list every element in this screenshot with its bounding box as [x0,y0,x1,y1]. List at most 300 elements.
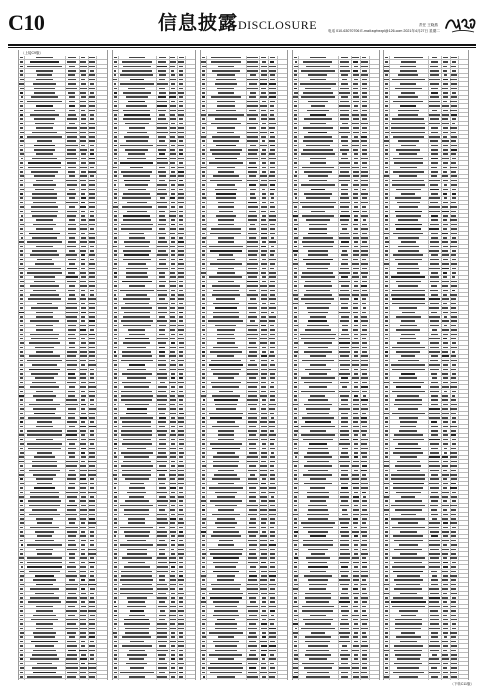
date-text: 2021年4月27日 星期二 [403,29,440,33]
text-mark [169,672,176,674]
text-mark [269,158,276,160]
text-mark [124,514,149,516]
text-mark [158,448,166,450]
text-mark [218,439,235,441]
text-mark [202,66,206,68]
text-mark [219,391,233,393]
table-cell [268,451,278,454]
table-cell [246,434,261,437]
table-cell [65,96,80,99]
text-mark [20,66,23,68]
text-mark [90,118,94,120]
table-cell [65,504,80,507]
text-mark [20,672,23,674]
page-number: C10 [8,10,45,35]
text-mark [157,676,167,678]
table-cell [156,311,170,314]
table-cell [268,96,278,99]
table-cell [246,333,261,336]
table-cell [268,324,278,327]
table-cell [268,328,278,331]
text-mark [217,329,235,331]
table-cell [206,513,247,516]
text-mark [159,211,165,213]
text-mark [261,263,267,265]
table-cell [177,609,186,612]
text-mark [114,645,117,647]
table-cell [65,552,80,555]
table-cell [246,319,261,322]
text-mark [20,197,23,199]
text-mark [81,540,86,542]
table-cell [118,653,157,656]
text-mark [171,74,175,76]
table-cell [206,258,247,261]
table-cell [24,100,65,103]
table-cell [88,513,98,516]
table-cell [246,315,261,318]
table-cell [24,495,65,498]
text-mark [36,329,53,331]
table-cell [118,201,157,204]
text-mark [202,369,204,371]
table-cell [206,394,247,397]
text-mark [81,246,86,248]
text-mark [113,110,117,112]
text-mark [179,215,183,217]
table-cell [156,473,170,476]
table-cell [24,218,65,221]
text-mark [261,386,266,388]
table-cell [206,355,247,358]
table-cell [118,429,157,432]
text-mark [217,334,234,336]
table-cell [65,104,80,107]
text-mark [159,329,165,331]
text-mark [170,575,175,577]
text-mark [90,70,94,72]
text-mark [270,263,276,265]
table-cell [118,355,157,358]
text-mark [211,535,241,537]
text-mark [20,369,22,371]
table-cell [88,363,98,366]
text-mark [158,136,166,138]
text-mark [69,443,75,445]
table-cell [88,240,98,243]
text-mark [89,219,94,221]
table-cell [118,192,157,195]
text-mark [89,606,95,608]
text-mark [67,162,76,164]
text-mark [66,307,77,309]
text-mark [170,395,175,397]
text-mark [261,127,266,129]
text-mark [262,171,266,173]
table-cell [177,324,186,327]
table-cell [65,148,80,151]
table-cell [268,311,278,314]
text-mark [178,522,183,524]
table-cell [206,557,247,560]
text-mark [158,562,167,564]
text-mark [249,118,257,120]
text-mark [130,167,143,169]
table-cell [156,197,170,200]
text-mark [68,228,76,230]
text-mark [20,351,23,353]
table-cell [118,574,157,577]
text-mark [178,325,184,327]
table-cell [65,377,80,380]
text-mark [89,88,95,90]
text-mark [29,470,60,472]
text-mark [157,123,168,125]
text-mark [69,294,75,296]
table-cell [156,131,170,134]
text-mark [120,505,153,507]
text-mark [157,66,167,68]
text-mark [178,593,184,595]
table-cell [24,249,65,252]
text-mark [89,355,95,357]
text-mark [81,421,85,423]
text-mark [114,320,116,322]
text-mark [125,149,148,151]
text-mark [202,430,205,432]
table-cell [65,280,80,283]
table-row [113,679,195,680]
text-mark [171,294,175,296]
text-mark [216,110,236,112]
text-mark [170,408,176,410]
text-mark [202,364,205,366]
table-cell [24,153,65,156]
text-mark [114,57,117,59]
table-cell [206,552,247,555]
text-mark [89,105,96,107]
table-cell [177,328,186,331]
table-cell [88,640,98,643]
text-mark [261,553,267,555]
text-mark [159,527,165,529]
text-mark [216,215,237,217]
text-mark [66,588,77,590]
text-mark [178,430,184,432]
text-mark [260,535,267,537]
text-mark [88,663,95,665]
text-mark [37,74,53,76]
text-mark [30,386,60,388]
text-mark [130,483,144,485]
text-mark [178,478,184,480]
text-mark [202,461,205,463]
table-cell [118,227,157,230]
text-mark [114,303,117,305]
text-mark [29,505,61,507]
text-mark [261,237,267,239]
table-cell [88,60,98,63]
table-cell [65,302,80,305]
text-mark [260,487,267,489]
text-mark [171,70,174,72]
text-mark [81,654,86,656]
table-cell [65,328,80,331]
text-mark [81,588,85,590]
text-mark [120,145,153,147]
text-mark [80,535,86,537]
text-mark [202,439,206,441]
table-cell [246,161,261,164]
text-mark [178,579,185,581]
text-mark [260,474,267,476]
text-mark [270,478,275,480]
section-title-cn: 信息披露 [158,12,239,34]
text-mark [159,672,165,674]
text-mark [202,298,204,300]
text-mark [20,549,24,551]
table-cell [24,679,65,680]
text-mark [114,123,117,125]
table-cell [177,262,186,265]
text-mark [32,237,56,239]
text-mark [171,597,175,599]
table-cell [268,69,278,72]
text-mark [216,79,236,81]
text-mark [122,584,152,586]
text-mark [67,676,76,678]
text-mark [89,338,95,340]
table-cell [65,658,80,661]
table-cell [24,65,65,68]
text-mark [202,211,204,213]
table-cell [177,205,186,208]
text-mark [123,325,150,327]
text-mark [159,369,166,371]
text-mark [114,588,118,590]
text-mark [261,290,267,292]
text-mark [80,417,87,419]
text-mark [218,281,234,283]
text-mark [211,360,242,362]
table-cell [206,543,247,546]
table-cell [88,570,98,573]
text-mark [124,619,149,621]
text-mark [121,360,153,362]
table-cell [65,341,80,344]
text-mark [157,557,167,559]
text-mark [158,171,166,173]
text-mark [80,228,87,230]
table-cell [118,267,157,270]
table-cell [156,557,170,560]
text-mark [34,413,56,415]
text-mark [157,246,168,248]
table-cell [177,144,186,147]
text-mark [89,601,94,603]
table-cell [88,377,98,380]
table-cell [206,289,247,292]
text-mark [66,145,78,147]
text-mark [270,254,274,256]
text-mark [20,487,22,489]
table-cell [24,583,65,586]
text-mark [158,360,166,362]
text-mark [249,549,256,551]
table-cell [65,526,80,529]
table-cell [118,333,157,336]
text-mark [215,492,238,494]
text-mark [213,465,238,467]
text-mark [249,96,257,98]
text-mark [67,421,78,423]
text-mark [114,658,117,660]
table-cell [118,679,157,680]
text-mark [171,663,175,665]
text-mark [249,496,255,498]
text-mark [20,509,24,511]
text-mark [179,342,184,344]
table-cell [88,385,98,388]
table-cell [206,262,247,265]
text-mark [37,140,52,142]
table-cell [177,276,186,279]
text-mark [122,470,151,472]
table-cell [65,460,80,463]
text-mark [247,505,257,507]
text-mark [159,601,165,603]
table-cell [118,276,157,279]
text-mark [250,92,256,94]
text-mark [20,667,24,669]
text-mark [202,189,204,191]
table-cell [24,245,65,248]
text-mark [89,303,95,305]
table-cell [24,486,65,489]
table-cell [206,139,247,142]
table-cell [246,65,261,68]
text-mark [269,219,276,221]
text-mark [179,74,183,76]
text-mark [36,153,52,155]
table-cell [206,425,247,428]
text-mark [247,281,259,283]
text-mark [30,294,59,296]
table-cell [177,284,186,287]
table-cell [88,600,98,603]
text-mark [269,215,276,217]
text-mark [179,312,182,314]
text-mark [81,593,86,595]
table-cell [268,363,278,366]
text-mark [114,96,116,98]
text-mark [171,377,175,379]
text-mark [249,259,257,261]
text-mark [114,171,118,173]
table-cell [118,346,157,349]
table-cell [268,223,278,226]
text-mark [68,329,76,331]
table-cell [177,315,186,318]
text-mark [89,452,96,454]
text-mark [203,145,205,147]
text-mark [202,408,205,410]
text-mark [217,167,235,169]
text-mark [33,83,57,85]
text-mark [123,110,150,112]
text-mark [171,386,174,388]
table-cell [206,390,247,393]
table-cell [246,104,261,107]
text-mark [262,268,266,270]
text-mark [30,527,59,529]
text-mark [32,132,57,134]
table-cell [246,504,261,507]
text-mark [89,645,96,647]
table-cell [65,306,80,309]
text-mark [248,531,258,533]
text-mark [36,391,52,393]
masthead-meta [328,22,438,34]
table-cell [24,258,65,261]
text-mark [157,101,167,103]
table-cell [65,539,80,542]
text-mark [122,636,151,638]
text-mark [114,272,117,274]
table-cell [206,416,247,419]
table-cell [246,508,261,511]
text-mark [20,224,24,226]
text-mark [270,224,276,226]
text-mark [213,347,238,349]
text-mark [32,509,57,511]
text-mark [269,259,276,261]
text-mark [20,162,22,164]
text-mark [114,312,117,314]
text-mark [28,448,62,450]
table-cell [156,416,170,419]
text-mark [262,202,266,204]
text-mark [270,540,274,542]
table-cell [88,197,98,200]
text-mark [89,334,96,336]
text-mark [179,320,183,322]
text-mark [81,338,85,340]
text-mark [89,500,94,502]
text-mark [20,88,24,90]
text-mark [202,153,205,155]
text-mark [128,88,145,90]
text-mark [124,509,149,511]
text-mark [269,92,276,94]
table-cell [65,161,80,164]
text-mark [249,452,257,454]
table-cell [24,297,65,300]
text-mark [66,461,78,463]
text-mark [159,474,165,476]
text-mark [28,417,60,419]
text-mark [69,66,75,68]
text-mark [69,189,75,191]
table-cell [118,126,157,129]
table-cell [65,131,80,134]
text-mark [202,228,206,230]
table-cell [24,574,65,577]
text-mark [66,527,77,529]
table-cell [88,333,98,336]
table-cell [118,372,157,375]
text-mark [35,575,55,577]
